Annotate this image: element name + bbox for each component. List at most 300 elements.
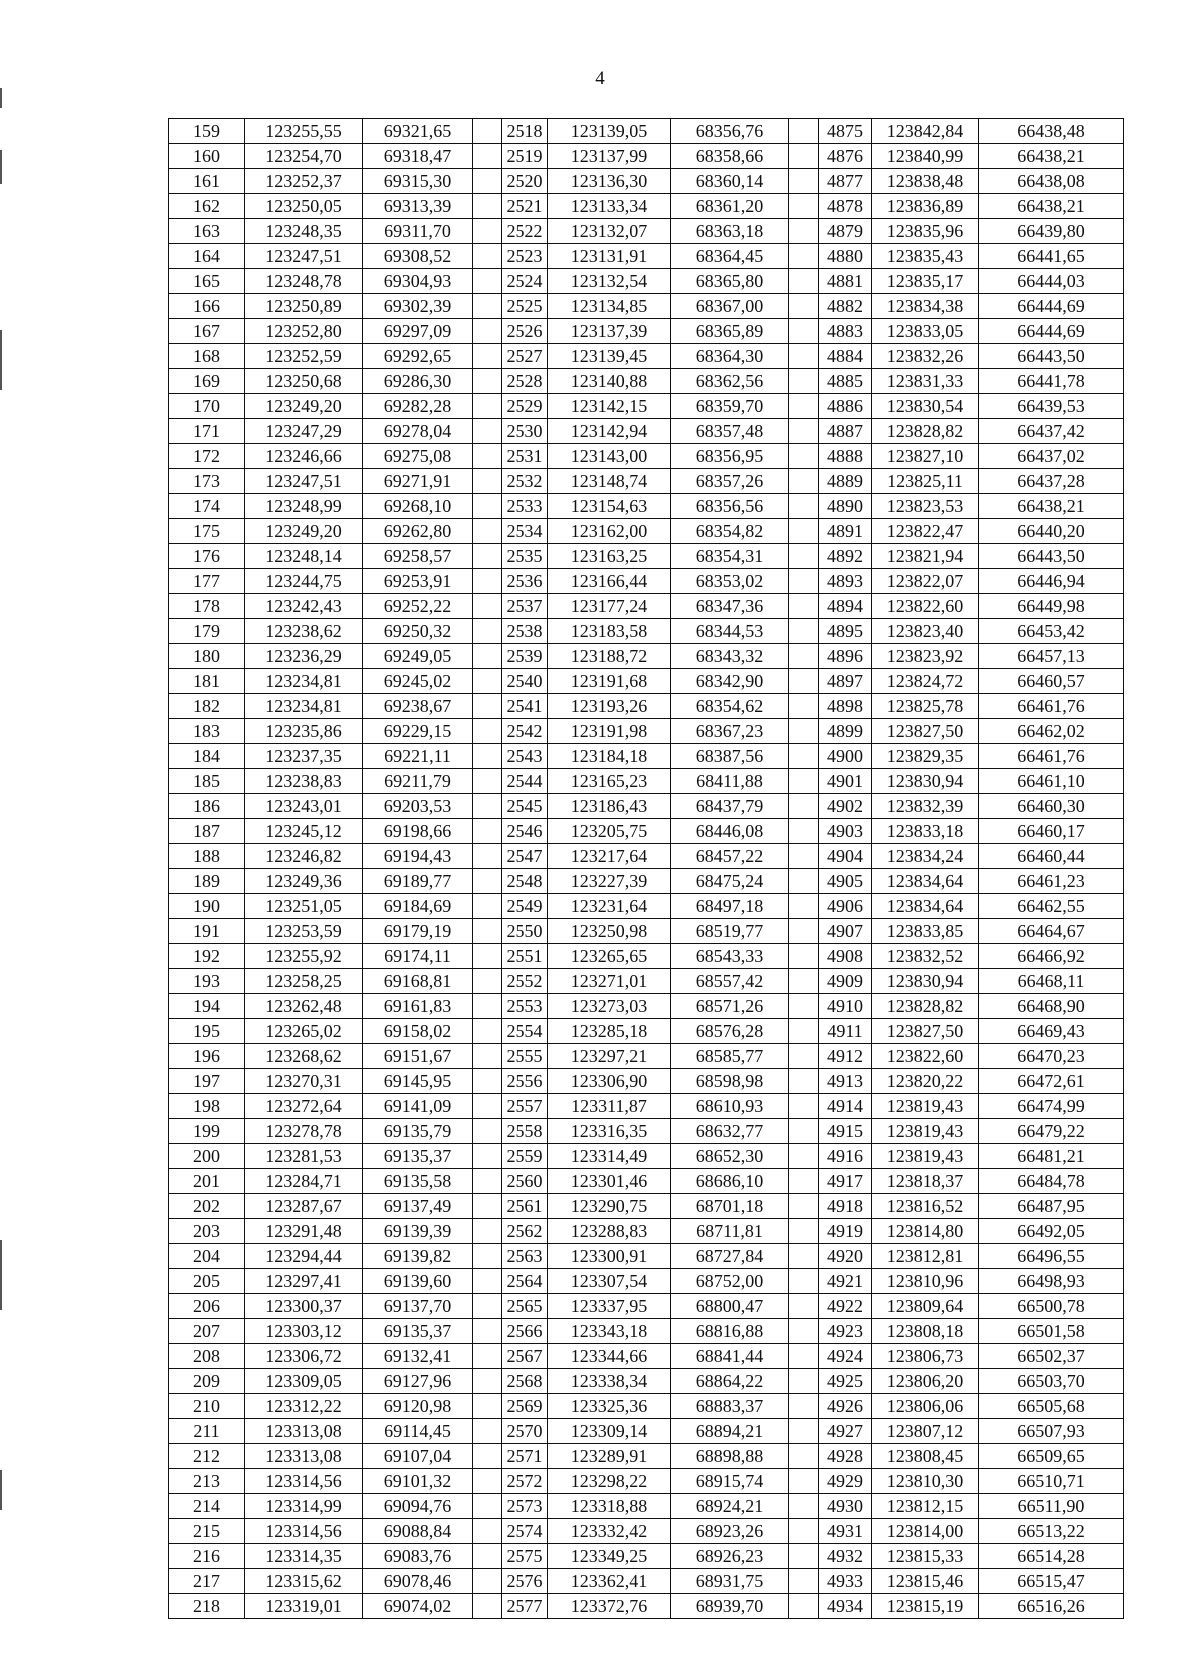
x-coordinate-cell: 123309,14 [548, 1419, 671, 1443]
y-coordinate-cell: 66511,90 [1017, 1496, 1085, 1516]
spacer-cell [789, 169, 819, 193]
x-coordinate-cell: 123823,92 [872, 644, 979, 668]
y-coordinate-cell: 68364,45 [671, 244, 789, 268]
y-coordinate-cell: 68752,00 [671, 1269, 789, 1293]
y-coordinate-cell: 66501,58 [1017, 1321, 1085, 1341]
spacer-cell [789, 969, 819, 993]
x-coordinate-cell: 123255,55 [245, 119, 363, 143]
x-coordinate-cell: 123827,50 [872, 719, 979, 743]
x-coordinate-cell: 123823,53 [872, 494, 979, 518]
y-coordinate-cell: 66462,55 [1017, 896, 1085, 916]
table-row [169, 1144, 1123, 1169]
point-number-cell: 4894 [819, 594, 872, 618]
table-row [169, 1069, 1123, 1094]
x-coordinate-cell: 123251,05 [245, 894, 363, 918]
y-coordinate-cell: 68475,24 [671, 869, 789, 893]
y-coordinate-cell: 68411,88 [671, 769, 789, 793]
y-coordinate-cell: 68367,23 [671, 719, 789, 743]
x-coordinate-cell: 123291,48 [245, 1219, 363, 1243]
point-number-cell: 2537 [502, 594, 548, 618]
point-number-cell: 174 [169, 494, 245, 518]
table-row [169, 144, 1123, 169]
y-coordinate-cell: 68357,48 [671, 419, 789, 443]
point-number-cell: 4891 [819, 519, 872, 543]
point-number-cell: 4895 [819, 619, 872, 643]
y-coordinate-cell: 66468,11 [1017, 971, 1085, 991]
table-row [169, 894, 1123, 919]
point-number-cell: 193 [169, 969, 245, 993]
spacer-cell [473, 1369, 502, 1393]
y-coordinate-cell: 66437,42 [1017, 421, 1085, 441]
x-coordinate-cell: 123822,47 [872, 519, 979, 543]
x-coordinate-cell: 123248,14 [245, 544, 363, 568]
spacer-cell [789, 744, 819, 768]
x-coordinate-cell: 123806,20 [872, 1369, 979, 1393]
spacer-cell [789, 794, 819, 818]
y-coordinate-cell: 66474,99 [1017, 1096, 1085, 1116]
x-coordinate-cell: 123818,37 [872, 1169, 979, 1193]
table-row [169, 944, 1123, 969]
point-number-cell: 2544 [502, 769, 548, 793]
point-number-cell: 202 [169, 1194, 245, 1218]
point-number-cell: 203 [169, 1219, 245, 1243]
y-coordinate-cell: 66492,05 [1017, 1221, 1085, 1241]
x-coordinate-cell: 123258,25 [245, 969, 363, 993]
y-coordinate-cell: 69262,80 [363, 519, 473, 543]
x-coordinate-cell: 123842,84 [872, 119, 979, 143]
y-coordinate-cell: 68915,74 [671, 1469, 789, 1493]
x-coordinate-cell: 123248,99 [245, 494, 363, 518]
x-coordinate-cell: 123140,88 [548, 369, 671, 393]
point-number-cell: 4878 [819, 194, 872, 218]
x-coordinate-cell: 123827,50 [872, 1019, 979, 1043]
y-coordinate-cell: 69252,22 [363, 594, 473, 618]
spacer-cell [473, 1594, 502, 1618]
y-coordinate-cell: 69253,91 [363, 569, 473, 593]
y-coordinate-cell: 69221,11 [363, 744, 473, 768]
spacer-cell [473, 1069, 502, 1093]
spacer-cell [473, 794, 502, 818]
point-number-cell: 4898 [819, 694, 872, 718]
x-coordinate-cell: 123246,66 [245, 444, 363, 468]
point-number-cell: 2531 [502, 444, 548, 468]
x-coordinate-cell: 123284,71 [245, 1169, 363, 1193]
y-coordinate-cell: 69151,67 [363, 1044, 473, 1068]
point-number-cell: 2564 [502, 1269, 548, 1293]
y-coordinate-cell: 66466,92 [1017, 946, 1085, 966]
x-coordinate-cell: 123249,20 [245, 519, 363, 543]
x-coordinate-cell: 123250,98 [548, 919, 671, 943]
point-number-cell: 4883 [819, 319, 872, 343]
y-coordinate-cell: 69184,69 [363, 894, 473, 918]
point-number-cell: 4903 [819, 819, 872, 843]
spacer-cell [789, 994, 819, 1018]
point-number-cell: 176 [169, 544, 245, 568]
point-number-cell: 197 [169, 1069, 245, 1093]
y-coordinate-cell: 69229,15 [363, 719, 473, 743]
table-row [169, 969, 1123, 994]
point-number-cell: 175 [169, 519, 245, 543]
point-number-cell: 208 [169, 1344, 245, 1368]
y-coordinate-cell: 69135,58 [363, 1169, 473, 1193]
spacer-cell [789, 1219, 819, 1243]
y-coordinate-cell: 69313,39 [363, 194, 473, 218]
point-number-cell: 166 [169, 294, 245, 318]
scan-edge-mark [0, 1470, 2, 1510]
spacer-cell [789, 1069, 819, 1093]
point-number-cell: 2569 [502, 1394, 548, 1418]
x-coordinate-cell: 123287,67 [245, 1194, 363, 1218]
point-number-cell: 2521 [502, 194, 548, 218]
point-number-cell: 210 [169, 1394, 245, 1418]
spacer-cell [789, 1194, 819, 1218]
x-coordinate-cell: 123205,75 [548, 819, 671, 843]
y-coordinate-cell: 68344,53 [671, 619, 789, 643]
spacer-cell [789, 1019, 819, 1043]
x-coordinate-cell: 123830,54 [872, 394, 979, 418]
y-coordinate-cell: 68357,26 [671, 469, 789, 493]
point-number-cell: 4920 [819, 1244, 872, 1268]
x-coordinate-cell: 123819,43 [872, 1144, 979, 1168]
y-coordinate-cell: 66443,50 [1017, 546, 1085, 566]
table-row [169, 194, 1123, 219]
spacer-cell [789, 194, 819, 218]
x-coordinate-cell: 123143,00 [548, 444, 671, 468]
x-coordinate-cell: 123835,96 [872, 219, 979, 243]
table-row [169, 594, 1123, 619]
point-number-cell: 181 [169, 669, 245, 693]
table-row [169, 744, 1123, 769]
point-number-cell: 212 [169, 1444, 245, 1468]
x-coordinate-cell: 123309,05 [245, 1369, 363, 1393]
x-coordinate-cell: 123217,64 [548, 844, 671, 868]
point-number-cell: 4911 [819, 1019, 872, 1043]
y-coordinate-cell: 69139,60 [363, 1269, 473, 1293]
x-coordinate-cell: 123830,94 [872, 969, 979, 993]
spacer-cell [473, 1119, 502, 1143]
point-number-cell: 2524 [502, 269, 548, 293]
y-coordinate-cell: 68894,21 [671, 1419, 789, 1443]
y-coordinate-cell: 68571,26 [671, 994, 789, 1018]
y-coordinate-cell: 66514,28 [1017, 1546, 1085, 1566]
spacer-cell [789, 619, 819, 643]
y-coordinate-cell: 68923,26 [671, 1519, 789, 1543]
y-coordinate-cell: 66441,78 [1017, 371, 1085, 391]
x-coordinate-cell: 123332,42 [548, 1519, 671, 1543]
x-coordinate-cell: 123834,38 [872, 294, 979, 318]
x-coordinate-cell: 123832,52 [872, 944, 979, 968]
point-number-cell: 2534 [502, 519, 548, 543]
spacer-cell [789, 494, 819, 518]
point-number-cell: 2568 [502, 1369, 548, 1393]
spacer-cell [473, 394, 502, 418]
y-coordinate-cell: 69321,65 [363, 119, 473, 143]
x-coordinate-cell: 123314,56 [245, 1469, 363, 1493]
y-coordinate-cell: 69074,02 [363, 1594, 473, 1618]
y-coordinate-cell: 66515,47 [1017, 1571, 1085, 1591]
point-number-cell: 4884 [819, 344, 872, 368]
x-coordinate-cell: 123810,30 [872, 1469, 979, 1493]
y-coordinate-cell: 66439,53 [1017, 396, 1085, 416]
point-number-cell: 4886 [819, 394, 872, 418]
scan-edge-mark [0, 330, 2, 390]
y-coordinate-cell: 66509,65 [1017, 1446, 1085, 1466]
spacer-cell [473, 694, 502, 718]
spacer-cell [789, 394, 819, 418]
point-number-cell: 201 [169, 1169, 245, 1193]
x-coordinate-cell: 123300,37 [245, 1294, 363, 1318]
y-coordinate-cell: 69114,45 [363, 1419, 473, 1443]
y-coordinate-cell: 66500,78 [1017, 1296, 1085, 1316]
x-coordinate-cell: 123834,24 [872, 844, 979, 868]
y-coordinate-cell: 68359,70 [671, 394, 789, 418]
x-coordinate-cell: 123262,48 [245, 994, 363, 1018]
table-row [169, 1044, 1123, 1069]
x-coordinate-cell: 123265,02 [245, 1019, 363, 1043]
point-number-cell: 213 [169, 1469, 245, 1493]
point-number-cell: 4919 [819, 1219, 872, 1243]
spacer-cell [473, 1569, 502, 1593]
spacer-cell [473, 294, 502, 318]
x-coordinate-cell: 123822,07 [872, 569, 979, 593]
x-coordinate-cell: 123809,64 [872, 1294, 979, 1318]
x-coordinate-cell: 123289,91 [548, 1444, 671, 1468]
spacer-cell [789, 1544, 819, 1568]
table-row [169, 1444, 1123, 1469]
y-coordinate-cell: 66481,21 [1017, 1146, 1085, 1166]
spacer-cell [789, 269, 819, 293]
point-number-cell: 2543 [502, 744, 548, 768]
y-coordinate-cell: 66446,94 [1017, 571, 1085, 591]
y-coordinate-cell: 66464,67 [1017, 921, 1085, 941]
x-coordinate-cell: 123814,00 [872, 1519, 979, 1543]
y-coordinate-cell: 68898,88 [671, 1444, 789, 1468]
spacer-cell [473, 1394, 502, 1418]
point-number-cell: 4927 [819, 1419, 872, 1443]
table-row [169, 869, 1123, 894]
spacer-cell [789, 719, 819, 743]
x-coordinate-cell: 123810,96 [872, 1269, 979, 1293]
x-coordinate-cell: 123245,12 [245, 819, 363, 843]
x-coordinate-cell: 123247,51 [245, 469, 363, 493]
spacer-cell [473, 1244, 502, 1268]
point-number-cell: 198 [169, 1094, 245, 1118]
y-coordinate-cell: 68364,30 [671, 344, 789, 368]
table-row [169, 694, 1123, 719]
y-coordinate-cell: 69292,65 [363, 344, 473, 368]
point-number-cell: 2575 [502, 1544, 548, 1568]
spacer-cell [473, 769, 502, 793]
point-number-cell: 4887 [819, 419, 872, 443]
spacer-cell [473, 1444, 502, 1468]
x-coordinate-cell: 123250,68 [245, 369, 363, 393]
point-number-cell: 2542 [502, 719, 548, 743]
point-number-cell: 2558 [502, 1119, 548, 1143]
table-row [169, 369, 1123, 394]
y-coordinate-cell: 68939,70 [671, 1594, 789, 1618]
spacer-cell [789, 119, 819, 143]
x-coordinate-cell: 123812,15 [872, 1494, 979, 1518]
point-number-cell: 168 [169, 344, 245, 368]
spacer-cell [473, 869, 502, 893]
spacer-cell [789, 1144, 819, 1168]
x-coordinate-cell: 123812,81 [872, 1244, 979, 1268]
y-coordinate-cell: 66461,76 [1017, 696, 1085, 716]
y-coordinate-cell: 69286,30 [363, 369, 473, 393]
point-number-cell: 4913 [819, 1069, 872, 1093]
coordinates-table [168, 118, 1124, 1619]
spacer-cell [473, 1194, 502, 1218]
table-row [169, 219, 1123, 244]
spacer-cell [473, 1269, 502, 1293]
x-coordinate-cell: 123142,15 [548, 394, 671, 418]
point-number-cell: 206 [169, 1294, 245, 1318]
x-coordinate-cell: 123148,74 [548, 469, 671, 493]
point-number-cell: 2562 [502, 1219, 548, 1243]
x-coordinate-cell: 123316,35 [548, 1119, 671, 1143]
point-number-cell: 192 [169, 944, 245, 968]
y-coordinate-cell: 69318,47 [363, 144, 473, 168]
table-row [169, 1344, 1123, 1369]
point-number-cell: 216 [169, 1544, 245, 1568]
y-coordinate-cell: 69088,84 [363, 1519, 473, 1543]
spacer-cell [789, 844, 819, 868]
point-number-cell: 2530 [502, 419, 548, 443]
x-coordinate-cell: 123814,80 [872, 1219, 979, 1243]
table-row [169, 644, 1123, 669]
spacer-cell [473, 219, 502, 243]
point-number-cell: 4933 [819, 1569, 872, 1593]
point-number-cell: 160 [169, 144, 245, 168]
x-coordinate-cell: 123301,46 [548, 1169, 671, 1193]
y-coordinate-cell: 69127,96 [363, 1369, 473, 1393]
point-number-cell: 2538 [502, 619, 548, 643]
point-number-cell: 188 [169, 844, 245, 868]
x-coordinate-cell: 123249,20 [245, 394, 363, 418]
y-coordinate-cell: 68437,79 [671, 794, 789, 818]
y-coordinate-cell: 66444,69 [1017, 321, 1085, 341]
x-coordinate-cell: 123314,99 [245, 1494, 363, 1518]
spacer-cell [789, 1519, 819, 1543]
y-coordinate-cell: 69282,28 [363, 394, 473, 418]
x-coordinate-cell: 123834,64 [872, 894, 979, 918]
point-number-cell: 2546 [502, 819, 548, 843]
x-coordinate-cell: 123162,00 [548, 519, 671, 543]
point-number-cell: 4889 [819, 469, 872, 493]
point-number-cell: 211 [169, 1419, 245, 1443]
table-row [169, 819, 1123, 844]
x-coordinate-cell: 123311,87 [548, 1094, 671, 1118]
point-number-cell: 2571 [502, 1444, 548, 1468]
spacer-cell [789, 1594, 819, 1618]
x-coordinate-cell: 123821,94 [872, 544, 979, 568]
x-coordinate-cell: 123833,85 [872, 919, 979, 943]
spacer-cell [473, 469, 502, 493]
x-coordinate-cell: 123184,18 [548, 744, 671, 768]
point-number-cell: 4904 [819, 844, 872, 868]
x-coordinate-cell: 123165,23 [548, 769, 671, 793]
x-coordinate-cell: 123238,83 [245, 769, 363, 793]
x-coordinate-cell: 123831,33 [872, 369, 979, 393]
y-coordinate-cell: 66468,90 [1017, 996, 1085, 1016]
point-number-cell: 4934 [819, 1594, 872, 1618]
point-number-cell: 4879 [819, 219, 872, 243]
point-number-cell: 2560 [502, 1169, 548, 1193]
x-coordinate-cell: 123177,24 [548, 594, 671, 618]
x-coordinate-cell: 123137,39 [548, 319, 671, 343]
x-coordinate-cell: 123312,22 [245, 1394, 363, 1418]
point-number-cell: 180 [169, 644, 245, 668]
point-number-cell: 164 [169, 244, 245, 268]
point-number-cell: 182 [169, 694, 245, 718]
spacer-cell [789, 594, 819, 618]
y-coordinate-cell: 69271,91 [363, 469, 473, 493]
x-coordinate-cell: 123838,48 [872, 169, 979, 193]
point-number-cell: 4921 [819, 1269, 872, 1293]
point-number-cell: 162 [169, 194, 245, 218]
spacer-cell [473, 194, 502, 218]
table-row [169, 844, 1123, 869]
point-number-cell: 2552 [502, 969, 548, 993]
x-coordinate-cell: 123272,64 [245, 1094, 363, 1118]
table-row [169, 469, 1123, 494]
x-coordinate-cell: 123248,78 [245, 269, 363, 293]
table-row [169, 1169, 1123, 1194]
spacer-cell [789, 769, 819, 793]
y-coordinate-cell: 68356,76 [671, 119, 789, 143]
y-coordinate-cell: 69139,82 [363, 1244, 473, 1268]
x-coordinate-cell: 123815,19 [872, 1594, 979, 1618]
y-coordinate-cell: 68610,93 [671, 1094, 789, 1118]
x-coordinate-cell: 123255,92 [245, 944, 363, 968]
point-number-cell: 2553 [502, 994, 548, 1018]
point-number-cell: 4912 [819, 1044, 872, 1068]
y-coordinate-cell: 66437,28 [1017, 471, 1085, 491]
spacer-cell [789, 1569, 819, 1593]
x-coordinate-cell: 123315,62 [245, 1569, 363, 1593]
x-coordinate-cell: 123815,46 [872, 1569, 979, 1593]
y-coordinate-cell: 66438,21 [1017, 146, 1085, 166]
table-row [169, 419, 1123, 444]
point-number-cell: 2577 [502, 1594, 548, 1618]
table-row [169, 1369, 1123, 1394]
x-coordinate-cell: 123823,40 [872, 619, 979, 643]
table-row [169, 444, 1123, 469]
table-row [169, 919, 1123, 944]
y-coordinate-cell: 66438,21 [1017, 496, 1085, 516]
table-row [169, 244, 1123, 269]
y-coordinate-cell: 66503,70 [1017, 1371, 1085, 1391]
x-coordinate-cell: 123306,72 [245, 1344, 363, 1368]
x-coordinate-cell: 123344,66 [548, 1344, 671, 1368]
x-coordinate-cell: 123343,18 [548, 1319, 671, 1343]
x-coordinate-cell: 123131,91 [548, 244, 671, 268]
spacer-cell [789, 1294, 819, 1318]
x-coordinate-cell: 123819,43 [872, 1094, 979, 1118]
y-coordinate-cell: 68883,37 [671, 1394, 789, 1418]
table-row [169, 1394, 1123, 1419]
point-number-cell: 4888 [819, 444, 872, 468]
x-coordinate-cell: 123303,12 [245, 1319, 363, 1343]
spacer-cell [789, 244, 819, 268]
y-coordinate-cell: 69275,08 [363, 444, 473, 468]
point-number-cell: 4896 [819, 644, 872, 668]
point-number-cell: 2529 [502, 394, 548, 418]
table-row [169, 1219, 1123, 1244]
spacer-cell [789, 919, 819, 943]
y-coordinate-cell: 69174,11 [363, 944, 473, 968]
spacer-cell [473, 1344, 502, 1368]
